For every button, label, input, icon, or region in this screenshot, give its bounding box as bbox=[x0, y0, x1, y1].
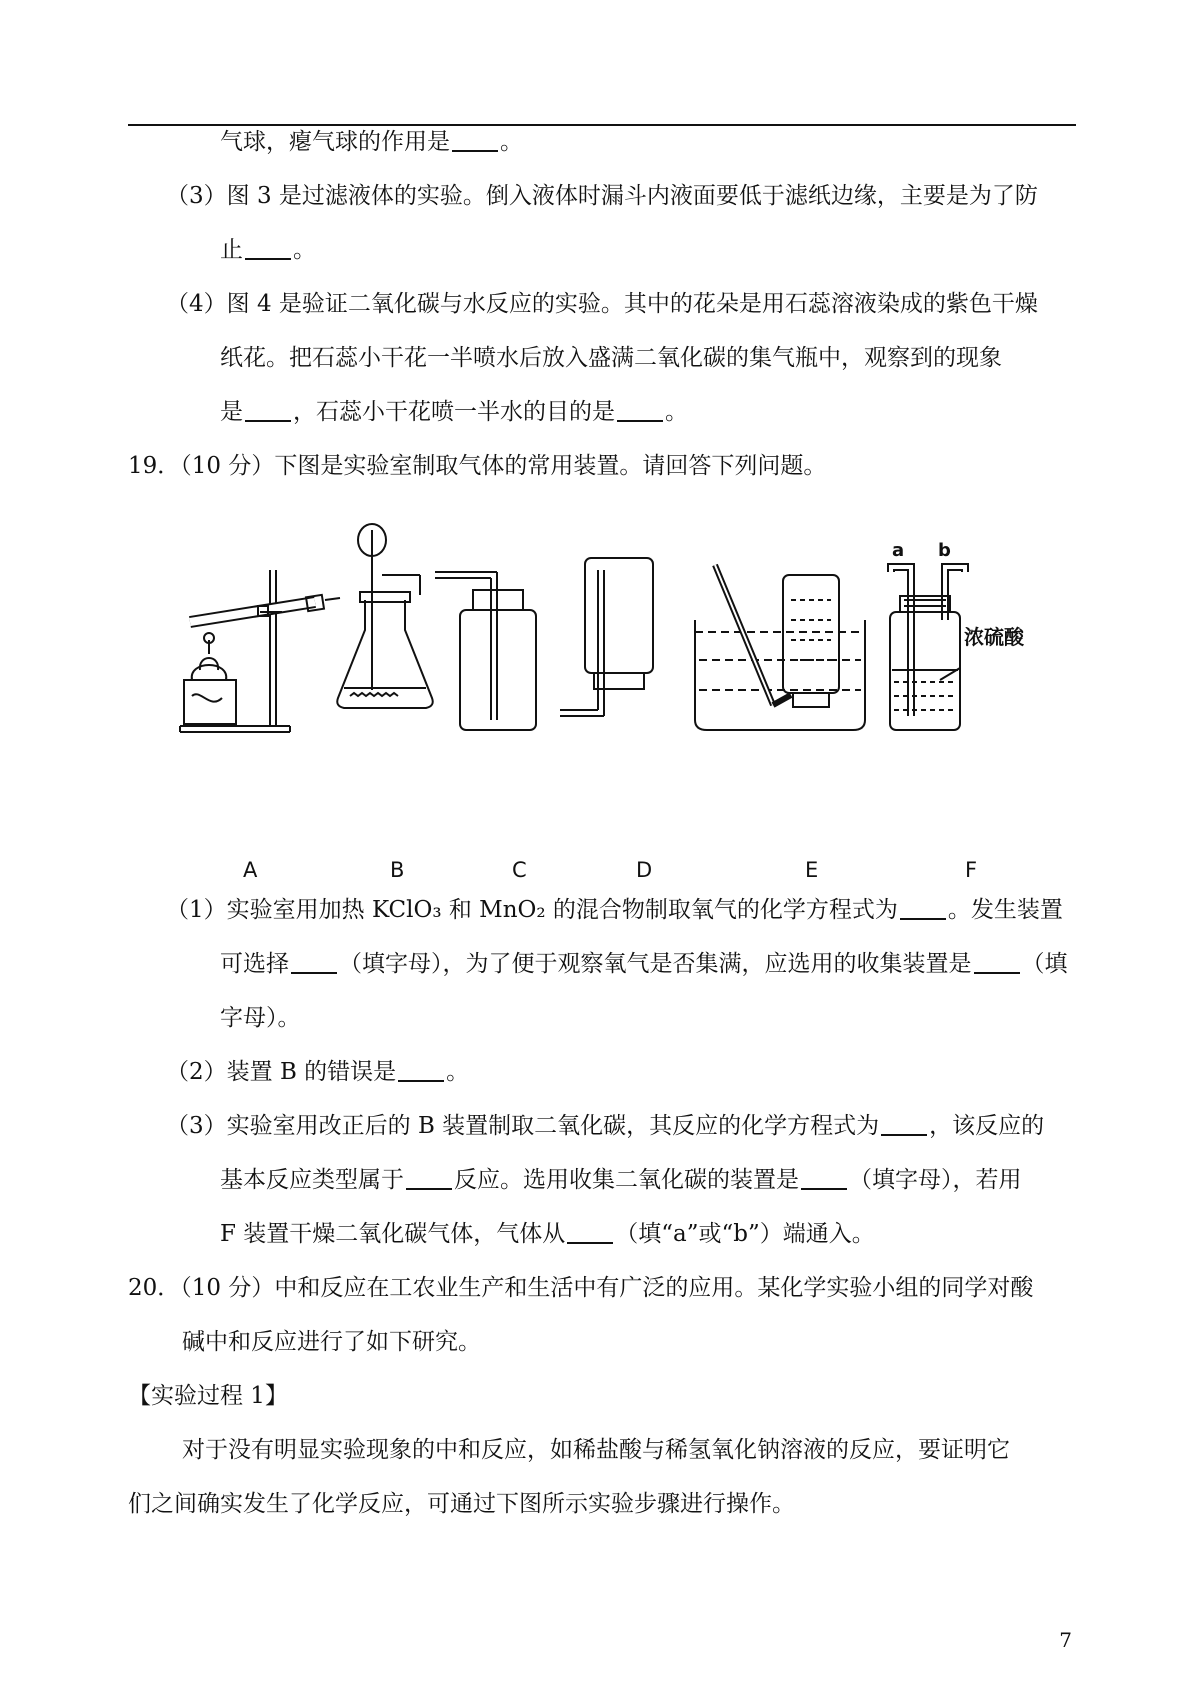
text-segment: 可选择 bbox=[220, 951, 289, 977]
text-segment: 碱中和反应进行了如下研究。 bbox=[182, 1329, 481, 1355]
answer-blank[interactable] bbox=[617, 398, 663, 422]
text-segment: F 装置干燥二氧化碳气体，气体从 bbox=[220, 1221, 566, 1247]
text-line-6 bbox=[220, 396, 688, 428]
apparatus-a bbox=[180, 570, 340, 732]
text-segment: ，该反应的 bbox=[929, 1113, 1045, 1139]
answer-blank[interactable] bbox=[801, 1166, 847, 1190]
text-segment: 基本反应类型属于 bbox=[220, 1167, 404, 1193]
text-line-10 bbox=[220, 1002, 301, 1034]
text-segment: 是 bbox=[220, 399, 243, 425]
text-line-5 bbox=[220, 342, 1002, 374]
answer-blank[interactable] bbox=[900, 896, 946, 920]
text-segment: 。 bbox=[500, 129, 523, 155]
page-number: 7 bbox=[1059, 1628, 1072, 1652]
text-segment: （填字母），为了便于观察氧气是否集满，应选用的收集装置是 bbox=[339, 951, 972, 977]
answer-blank[interactable] bbox=[398, 1058, 444, 1082]
apparatus-figure bbox=[170, 520, 1120, 740]
text-line-2 bbox=[166, 180, 1038, 212]
apparatus-f bbox=[888, 564, 968, 730]
text-line-13 bbox=[220, 1164, 1022, 1196]
answer-blank[interactable] bbox=[974, 950, 1020, 974]
text-line-3 bbox=[220, 234, 316, 266]
text-segment: 对于没有明显实验现象的中和反应，如稀盐酸与稀氢氧化钠溶液的反应，要证明它 bbox=[182, 1437, 1010, 1463]
apparatus-c bbox=[435, 572, 536, 730]
text-segment: 。 bbox=[665, 399, 688, 425]
text-segment: 。 bbox=[293, 237, 316, 263]
text-segment: 反应。选用收集二氧化碳的装置是 bbox=[454, 1167, 799, 1193]
answer-blank[interactable] bbox=[452, 128, 498, 152]
text-line-15 bbox=[128, 1272, 1033, 1304]
text-line-12 bbox=[166, 1110, 1044, 1142]
text-line-9 bbox=[220, 948, 1068, 980]
text-segment: 纸花。把石蕊小干花一半喷水后放入盛满二氧化碳的集气瓶中，观察到的现象 bbox=[220, 345, 1002, 371]
text-segment: （3）图 3 是过滤液体的实验。倒入液体时漏斗内液面要低于滤纸边缘，主要是为了防 bbox=[166, 183, 1038, 209]
text-segment: （3）实验室用改正后的 B 装置制取二氧化碳，其反应的化学方程式为 bbox=[166, 1113, 880, 1139]
label-b: B bbox=[390, 858, 405, 882]
answer-blank[interactable] bbox=[881, 1112, 927, 1136]
label-e: E bbox=[805, 858, 819, 882]
apparatus-b bbox=[337, 524, 433, 708]
text-line-4 bbox=[166, 288, 1038, 320]
text-line-11 bbox=[166, 1056, 469, 1088]
answer-blank[interactable] bbox=[406, 1166, 452, 1190]
text-segment: （4）图 4 是验证二氧化碳与水反应的实验。其中的花朵是用石蕊溶液染成的紫色干燥 bbox=[166, 291, 1038, 317]
text-segment: （填 bbox=[1021, 951, 1068, 977]
text-segment: 。发生装置 bbox=[947, 897, 1063, 923]
text-segment: （1）实验室用加热 KClO₃ 和 MnO₂ 的混合物制取氧气的化学方程式为 bbox=[166, 897, 898, 923]
apparatus-e bbox=[695, 565, 865, 730]
answer-blank[interactable] bbox=[245, 236, 291, 260]
text-segment: 【实验过程 1】 bbox=[128, 1383, 288, 1409]
text-segment: 20．（10 分）中和反应在工农业生产和生活中有广泛的应用。某化学实验小组的同学对酸 bbox=[128, 1275, 1034, 1301]
f-liquid-label: 浓硫酸 bbox=[964, 625, 1024, 649]
answer-blank[interactable] bbox=[291, 950, 337, 974]
label-d: D bbox=[636, 858, 653, 882]
answer-blank[interactable] bbox=[567, 1220, 613, 1244]
apparatus-d bbox=[560, 558, 653, 716]
text-segment: （填“a”或“b”）端通入。 bbox=[615, 1221, 875, 1247]
text-line-18 bbox=[182, 1434, 1010, 1466]
text-line-8 bbox=[166, 894, 1063, 926]
text-line-16 bbox=[182, 1326, 481, 1358]
text-segment: （填字母），若用 bbox=[849, 1167, 1022, 1193]
label-f: F bbox=[965, 858, 978, 882]
text-line-17 bbox=[128, 1380, 288, 1412]
text-segment: 气球，瘪气球的作用是 bbox=[220, 129, 450, 155]
f-tube-label-b: b bbox=[938, 540, 951, 561]
text-line-19 bbox=[128, 1488, 795, 1520]
f-tube-label-a: a bbox=[892, 540, 905, 561]
text-segment: （2）装置 B 的错误是 bbox=[166, 1059, 397, 1085]
text-segment: 们之间确实发生了化学反应，可通过下图所示实验步骤进行操作。 bbox=[128, 1491, 795, 1517]
text-segment: ，石蕊小干花喷一半水的目的是 bbox=[293, 399, 615, 425]
text-line-14 bbox=[220, 1218, 875, 1250]
text-line-7 bbox=[128, 450, 826, 482]
label-a: A bbox=[243, 858, 258, 882]
text-segment: 19．（10 分）下图是实验室制取气体的常用装置。请回答下列问题。 bbox=[128, 453, 827, 479]
text-segment: 。 bbox=[446, 1059, 470, 1085]
answer-blank[interactable] bbox=[245, 398, 291, 422]
text-segment: 字母）。 bbox=[220, 1005, 301, 1031]
label-c: C bbox=[512, 858, 527, 882]
text-line-1 bbox=[220, 126, 523, 158]
text-segment: 止 bbox=[220, 237, 243, 263]
